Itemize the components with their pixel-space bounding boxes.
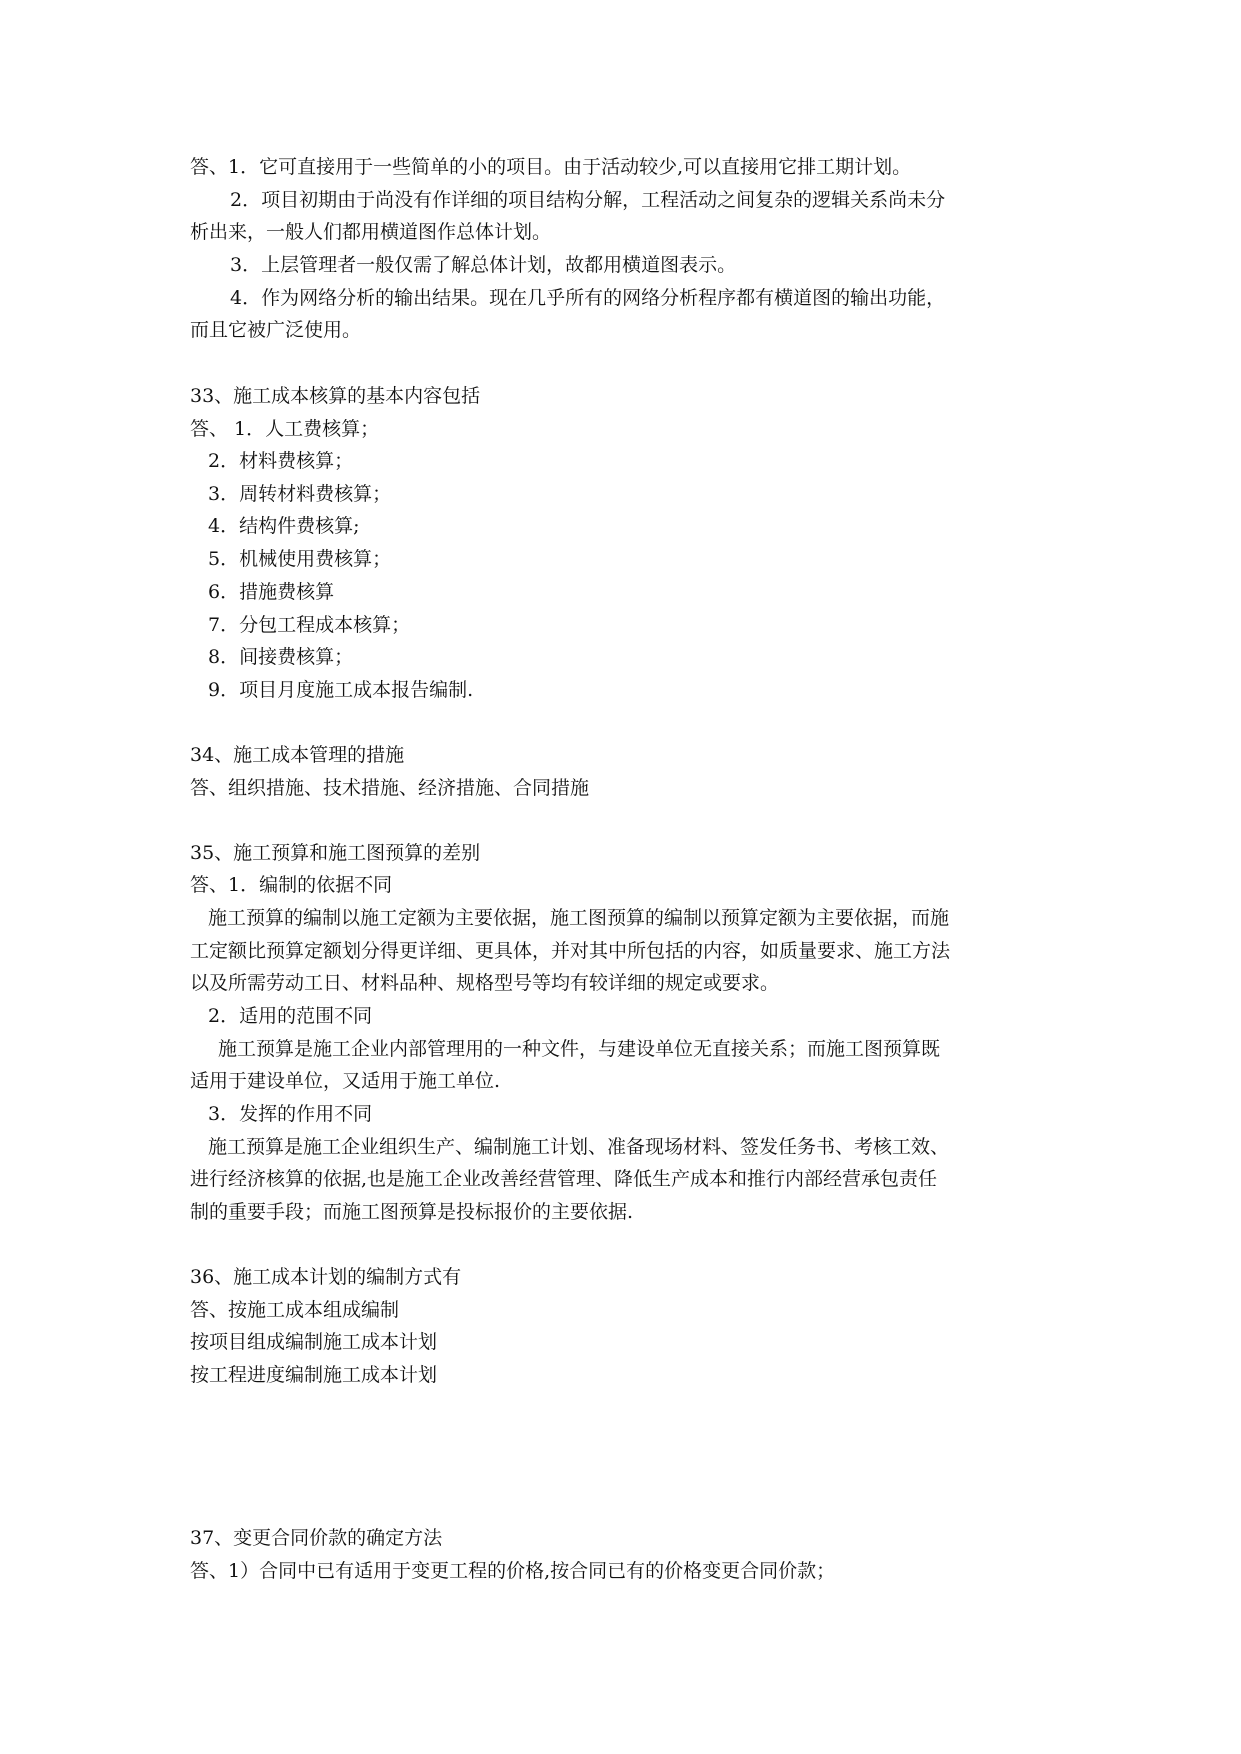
- q33-line-6: 6．措施费核算: [208, 581, 335, 603]
- q33-line-5: 5．机械使用费核算；: [208, 548, 392, 570]
- q36-line-1: 答、按施工成本组成编制: [190, 1299, 400, 1321]
- question-33: 33、施工成本核算的基本内容包括: [190, 385, 481, 407]
- intro-answer-line-3: 析出来，一般人们都用横道图作总体计划。: [190, 221, 552, 243]
- q35-line-9: 施工预算是施工企业组织生产、编制施工计划、准备现场材料、签发任务书、考核工效、: [208, 1136, 950, 1158]
- question-37: 37、变更合同价款的确定方法: [190, 1527, 443, 1549]
- q35-line-8: 3．发挥的作用不同: [208, 1103, 373, 1125]
- question-34: 34、施工成本管理的措施: [190, 744, 405, 766]
- intro-answer-line-5: 4．作为网络分析的输出结果。现在几乎所有的网络分析程序都有横道图的输出功能，: [230, 287, 946, 309]
- q33-line-7: 7．分包工程成本核算；: [208, 614, 411, 636]
- q37-line-1: 答、1）合同中已有适用于变更工程的价格,按合同已有的价格变更合同价款；: [190, 1560, 836, 1582]
- q35-line-1: 答、1．编制的依据不同: [190, 874, 393, 896]
- intro-answer-line-4: 3．上层管理者一般仅需了解总体计划，故都用横道图表示。: [230, 254, 737, 276]
- q35-line-10: 进行经济核算的依据,也是施工企业改善经营管理、降低生产成本和推行内部经营承包责任: [190, 1168, 938, 1190]
- question-35: 35、施工预算和施工图预算的差别: [190, 842, 481, 864]
- q33-line-3: 3．周转材料费核算；: [208, 483, 392, 505]
- q33-line-1: 答、 1．人工费核算；: [190, 418, 380, 440]
- question-36: 36、施工成本计划的编制方式有: [190, 1266, 462, 1288]
- intro-answer-line-2: 2．项目初期由于尚没有作详细的项目结构分解，工程活动之间复杂的逻辑关系尚未分: [230, 189, 946, 211]
- q35-line-7: 适用于建设单位，又适用于施工单位.: [190, 1070, 501, 1092]
- q35-line-4: 以及所需劳动工日、材料品种、规格型号等均有较详细的规定或要求。: [190, 972, 780, 994]
- q33-line-4: 4．结构件费核算;: [208, 515, 360, 537]
- q33-line-8: 8．间接费核算；: [208, 646, 354, 668]
- q35-line-5: 2．适用的范围不同: [208, 1005, 373, 1027]
- q33-line-2: 2．材料费核算；: [208, 450, 354, 472]
- q35-line-3: 工定额比预算定额划分得更详细、更具体，并对其中所包括的内容，如质量要求、施工方法: [190, 940, 951, 962]
- q34-answer: 答、组织措施、技术措施、经济措施、合同措施: [190, 777, 590, 799]
- q35-line-11: 制的重要手段；而施工图预算是投标报价的主要依据.: [190, 1201, 634, 1223]
- q35-line-2: 施工预算的编制以施工定额为主要依据，施工图预算的编制以预算定额为主要依据，而施: [208, 907, 950, 929]
- intro-answer-line-1: 答、1．它可直接用于一些简单的小的项目。由于活动较少,可以直接用它排工期计划。: [190, 156, 912, 178]
- q33-line-9: 9．项目月度施工成本报告编制.: [208, 679, 474, 701]
- q36-line-2: 按项目组成编制施工成本计划: [190, 1331, 438, 1353]
- intro-answer-line-6: 而且它被广泛使用。: [190, 319, 362, 341]
- q35-line-6: 施工预算是施工企业内部管理用的一种文件，与建设单位无直接关系；而施工图预算既: [218, 1038, 941, 1060]
- q36-line-3: 按工程进度编制施工成本计划: [190, 1364, 438, 1386]
